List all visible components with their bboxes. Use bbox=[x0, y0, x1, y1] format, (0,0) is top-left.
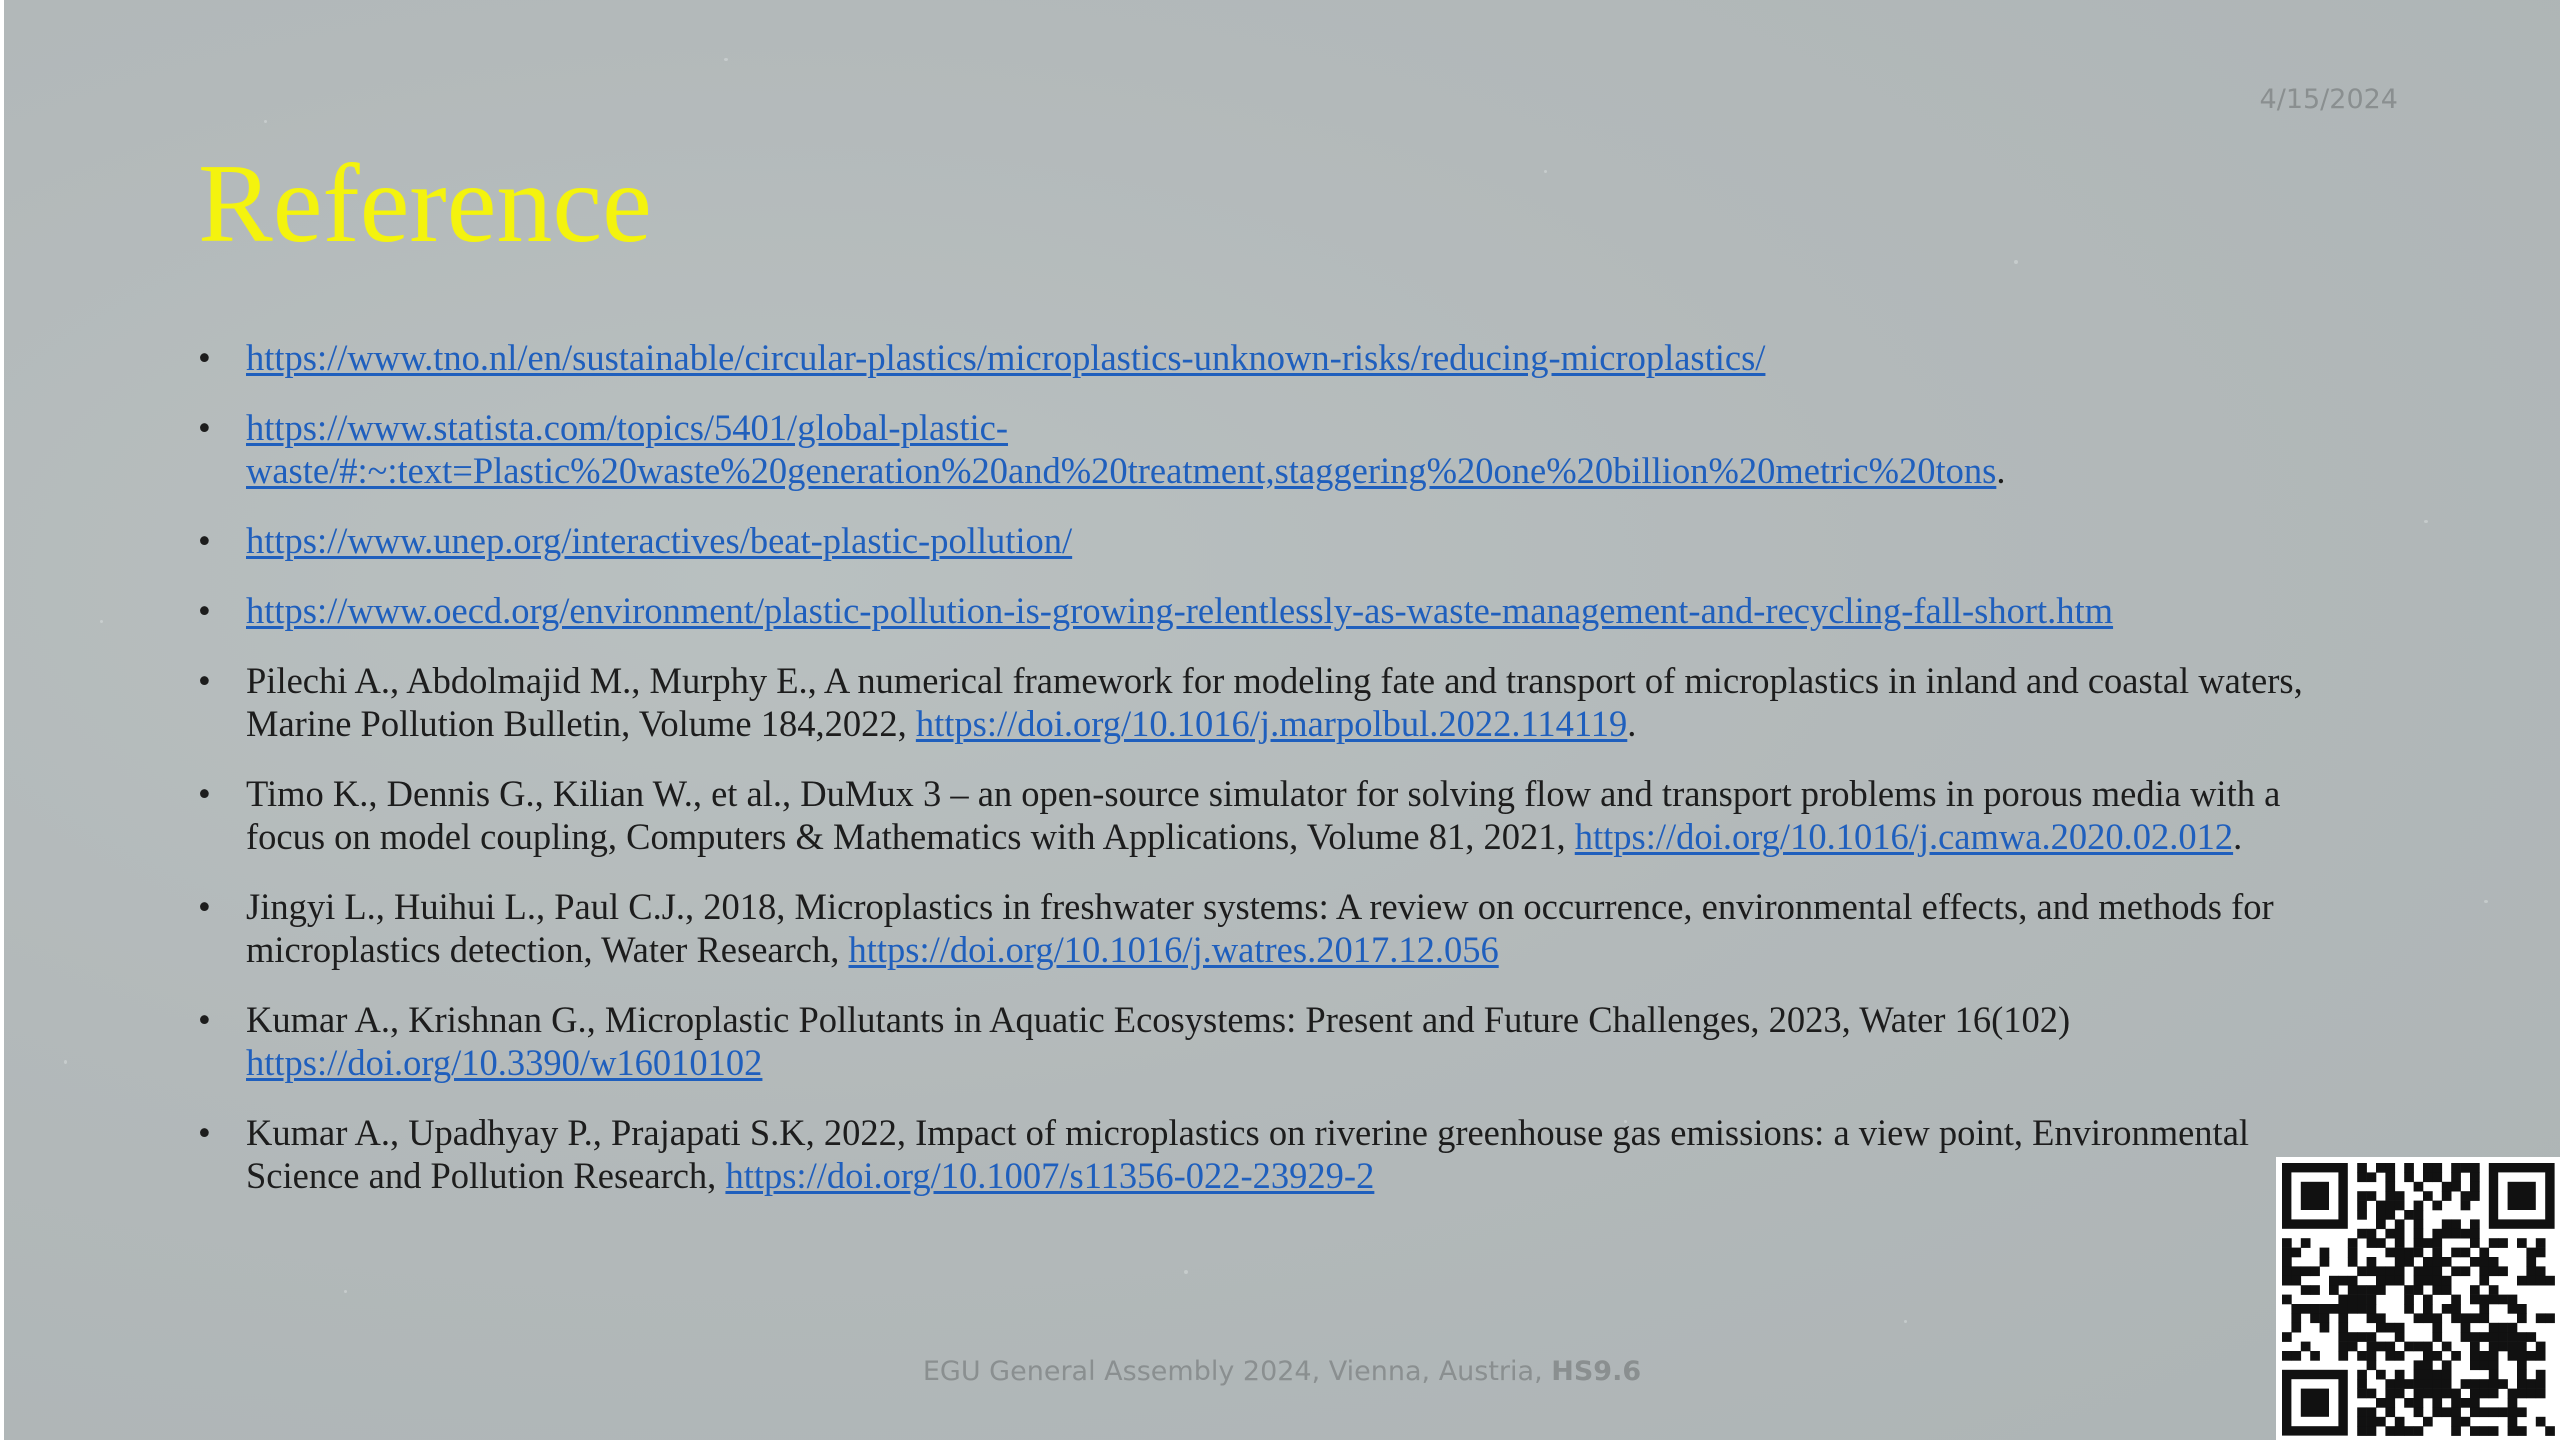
reference-item bbox=[198, 659, 2328, 745]
footer-event: EGU General Assembly 2024, Vienna, Austria, bbox=[922, 1356, 1552, 1387]
slide bbox=[4, 0, 2560, 1440]
slide-date: 4/15/2024 bbox=[2259, 84, 2398, 115]
qr-code-graphic bbox=[2276, 1157, 2560, 1440]
reference-trailing-punctuation: . bbox=[2233, 816, 2243, 857]
reference-link[interactable]: https://www.tno.nl/en/sustainable/circular-plastics/microplastics-unknown-risks/reducing-microplastics/ bbox=[246, 337, 1766, 378]
background-speck bbox=[1544, 170, 1547, 173]
background-speck bbox=[2424, 520, 2428, 523]
background-speck bbox=[1184, 1270, 1188, 1274]
reference-link[interactable]: https://doi.org/10.3390/w16010102 bbox=[246, 1042, 763, 1083]
reference-item bbox=[198, 885, 2328, 971]
background-speck bbox=[100, 620, 103, 623]
background-speck bbox=[344, 1290, 347, 1293]
reference-link[interactable]: https://doi.org/10.1016/j.watres.2017.12.056 bbox=[848, 929, 1499, 970]
reference-citation-text: Kumar A., Krishnan G., Microplastic Pollutants in Aquatic Ecosystems: Present and Future Challenges, 2023, Water 16(102) bbox=[246, 999, 2071, 1040]
reference-item bbox=[198, 519, 2328, 562]
background-speck bbox=[264, 120, 267, 123]
reference-item bbox=[198, 998, 2328, 1084]
reference-link[interactable]: https://doi.org/10.1007/s11356-022-23929-2 bbox=[725, 1155, 1375, 1196]
slide-title: Reference bbox=[198, 142, 652, 266]
reference-item bbox=[198, 772, 2328, 858]
reference-citation-text: Pilechi A., Abdolmajid M., Murphy E., A numerical framework for modeling fate and transport of microplastics in inland and coastal waters, Marine Pollution Bulletin, Volume 184,2022, bbox=[246, 660, 2303, 744]
reference-link[interactable]: https://www.statista.com/topics/5401/global-plastic-waste/#:~:text=Plastic%20waste%20generation%20and%20treatment,staggering%20one%20billion%20metric%20tons bbox=[246, 407, 1997, 491]
slide-footer bbox=[4, 1356, 2560, 1387]
qr-code-icon bbox=[2276, 1157, 2560, 1440]
footer-session: HS9.6 bbox=[1551, 1356, 1642, 1387]
reference-citation-text: Kumar A., Upadhyay P., Prajapati S.K, 2022, Impact of microplastics on riverine greenhouse gas emissions: a view point, Environmental Science and Pollution Research, bbox=[246, 1112, 2250, 1196]
background-speck bbox=[724, 58, 728, 61]
reference-trailing-punctuation: . bbox=[1996, 450, 2006, 491]
reference-trailing-punctuation: . bbox=[1627, 703, 1637, 744]
reference-item bbox=[198, 406, 2328, 492]
background-speck bbox=[64, 1060, 67, 1064]
reference-link[interactable]: https://doi.org/10.1016/j.camwa.2020.02.012 bbox=[1574, 816, 2234, 857]
reference-item bbox=[198, 1111, 2328, 1197]
reference-link[interactable]: https://doi.org/10.1016/j.marpolbul.2022.114119 bbox=[915, 703, 1628, 744]
background-speck bbox=[1904, 1320, 1907, 1323]
reference-citation-text: Jingyi L., Huihui L., Paul C.J., 2018, Microplastics in freshwater systems: A review on occurrence, environmental effects, and methods for microplastics detection, Water Research, bbox=[246, 886, 2274, 970]
reference-citation-text: Timo K., Dennis G., Kilian W., et al., DuMux 3 – an open-source simulator for solving flow and transport problems in porous media with a focus on model coupling, Computers & Mathematics with Applications, Volume 81, 2021, bbox=[246, 773, 2281, 857]
reference-item bbox=[198, 336, 2328, 379]
background-speck bbox=[2014, 260, 2018, 264]
reference-list bbox=[198, 336, 2328, 1224]
reference-link[interactable]: https://www.unep.org/interactives/beat-plastic-pollution/ bbox=[246, 520, 1073, 561]
reference-item bbox=[198, 589, 2328, 632]
background-speck bbox=[2484, 900, 2488, 903]
reference-link[interactable]: https://www.oecd.org/environment/plastic-pollution-is-growing-relentlessly-as-waste-management-and-recycling-fall-short.htm bbox=[246, 590, 2114, 631]
